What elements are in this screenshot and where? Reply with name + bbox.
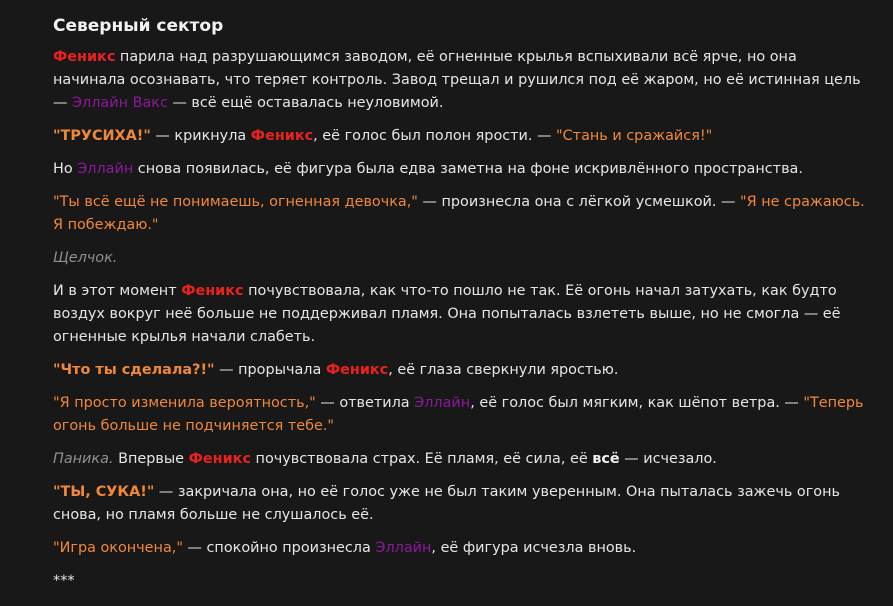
aside-text: Паника. — [53, 451, 114, 467]
character-name-ellaine: Эллайн Вакс — [71, 95, 168, 111]
story-paragraph — [53, 280, 873, 349]
dialogue-quote: "Я просто изменила вероятность," — [53, 395, 316, 411]
story-paragraph — [53, 359, 873, 382]
narration-text: , её фигура исчезла вновь. — [431, 540, 637, 556]
narration-text: — прорычала — [214, 362, 326, 378]
character-name-phoenix: Феникс — [250, 128, 314, 144]
story-paragraph — [53, 247, 873, 270]
story-body — [53, 46, 873, 593]
emphasis-text: всё — [592, 451, 620, 467]
narration-text: — закричала она, но её голос уже не был таким уверенным. Она пыталась зажечь огонь снова, но пламя больше не слушалось её. — [53, 484, 840, 523]
character-name-phoenix: Феникс — [53, 49, 116, 65]
dialogue-quote: "Стань и сражайся!" — [556, 128, 713, 144]
narration-text: почувствовала страх. Её пламя, её сила, её — [250, 451, 593, 467]
story-paragraph — [53, 158, 873, 181]
story-paragraph — [53, 46, 873, 115]
dialogue-quote: "Ты всё ещё не понимаешь, огненная девочка," — [53, 194, 418, 210]
character-name-phoenix: Феникс — [181, 283, 244, 299]
narration-text: — ответила — [315, 395, 415, 411]
narration-text: парила над разрушающимся заводом, её огненные крылья вспыхивали всё ярче, но она начинала осознавать, что теряет контроль. Завод трещал и рушился под её жаром, но её истинная цель — — [53, 49, 861, 111]
story-paragraph — [53, 570, 873, 593]
narration-text: *** — [53, 573, 75, 589]
story-paragraph — [53, 392, 873, 438]
story-paragraph — [53, 481, 873, 527]
story-paragraph — [53, 125, 873, 148]
narration-text: — произнесла она с лёгкой усмешкой. — — [417, 194, 740, 210]
dialogue-quote: "ТРУСИХА!" — [53, 128, 151, 144]
character-name-phoenix: Феникс — [188, 451, 251, 467]
story-title: Северный сектор — [53, 16, 224, 36]
character-name-ellaine: Эллайн — [77, 161, 134, 177]
narration-text: снова появилась, её фигура была едва заметна на фоне искривлённого пространства. — [133, 161, 803, 177]
character-name-phoenix: Феникс — [325, 362, 389, 378]
dialogue-quote: "Что ты сделала?!" — [53, 362, 215, 378]
narration-text: — всё ещё оставалась неуловимой. — [167, 95, 444, 111]
narration-text: Но — [53, 161, 78, 177]
narration-text: почувствовала, как что-то пошло не так. Её огонь начал затухать, как будто воздух вокруг неё больше не поддерживал пламя. Она попыталась взлететь выше, но не смогла — её огненные крылья начали слабеть. — [53, 283, 841, 345]
dialogue-quote: "Я не сражаюсь. Я побеждаю." — [53, 194, 865, 233]
story-paragraph — [53, 191, 873, 237]
story-paragraph — [53, 448, 873, 471]
narration-text: И в этот момент — [53, 283, 182, 299]
story-paragraph — [53, 537, 873, 560]
dialogue-quote: "Игра окончена," — [53, 540, 183, 556]
character-name-ellaine: Эллайн — [375, 540, 432, 556]
aside-text: Щелчок. — [53, 250, 118, 266]
narration-text: , её голос был мягким, как шёпот ветра. — — [470, 395, 804, 411]
narration-text: — исчезало. — [619, 451, 717, 467]
narration-text: , её глаза сверкнули яростью. — [388, 362, 619, 378]
narration-text: Впервые — [113, 451, 189, 467]
dialogue-quote: "ТЫ, СУКА!" — [53, 484, 155, 500]
narration-text: , её голос был полон ярости. — — [313, 128, 557, 144]
narration-text: — спокойно произнесла — [182, 540, 376, 556]
dialogue-quote: "Теперь огонь больше не подчиняется тебе." — [53, 395, 864, 434]
character-name-ellaine: Эллайн — [414, 395, 471, 411]
narration-text: — крикнула — [150, 128, 251, 144]
